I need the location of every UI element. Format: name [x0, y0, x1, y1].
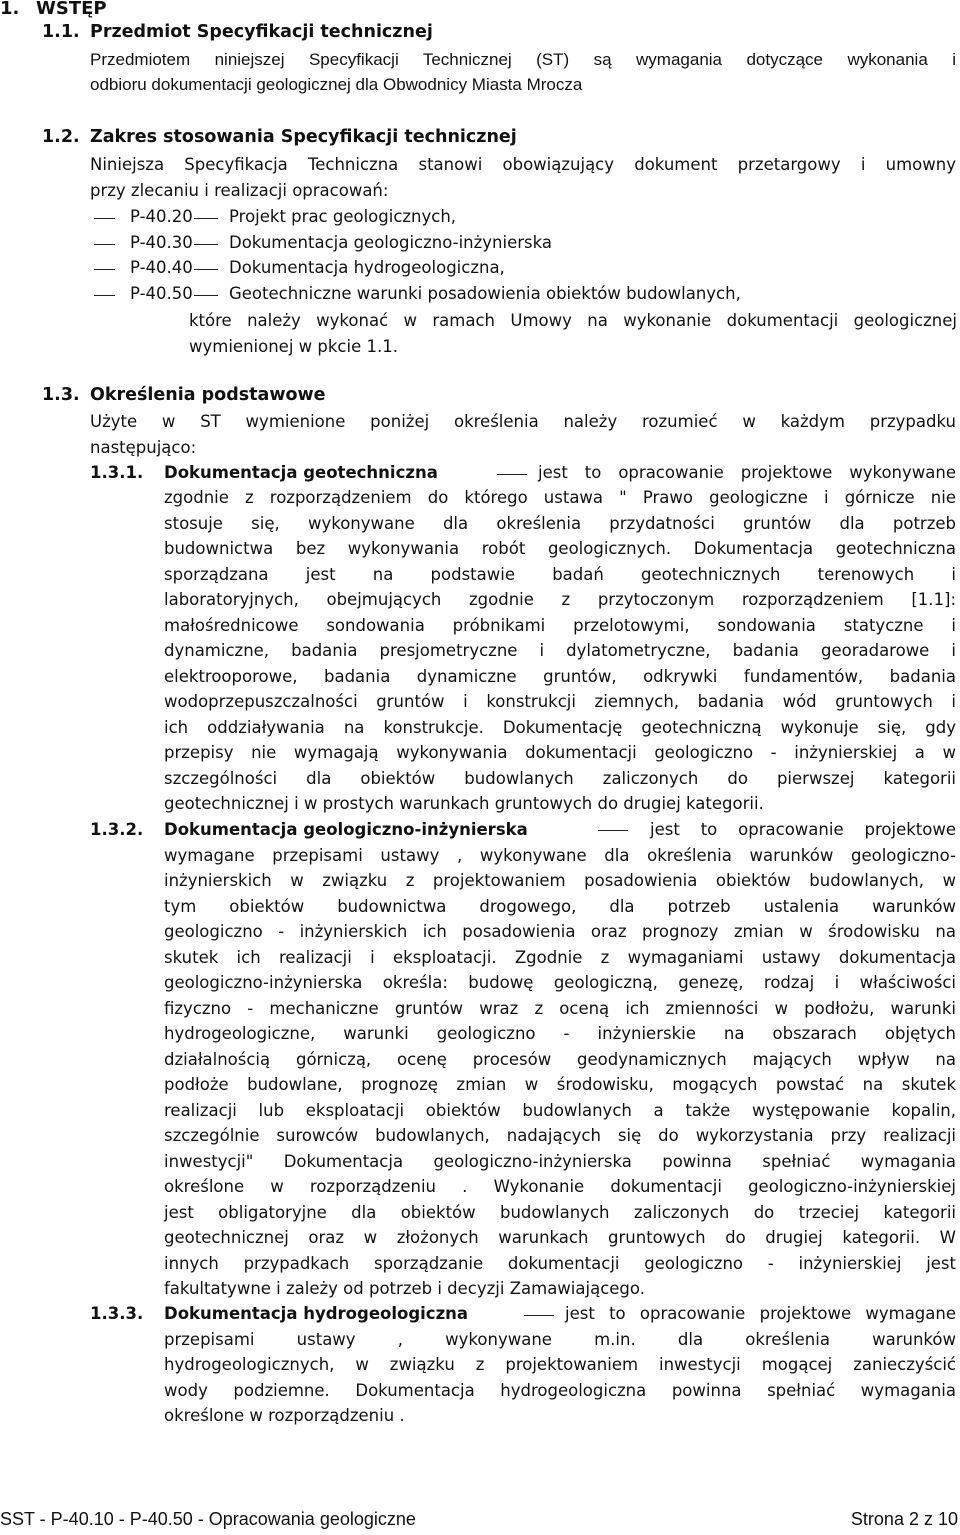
section-number: 1.2.	[42, 127, 80, 147]
definition-line: stosuje się, wykonywane dla określenia przydatności gruntów dla potrzeb	[164, 514, 956, 533]
definition-line: określone w rozporządzeniu .	[164, 1406, 405, 1425]
paragraph-line: wymienionej w pkcie 1.1.	[189, 337, 398, 356]
definition-line: przepisy nie wymagają wykonywania dokumentacji geologiczno - inżynierskiej a w	[164, 743, 956, 762]
definition-line: zgodnie z rozporządzeniem do którego ustawa " Prawo geologiczne i górnicze nie	[164, 488, 956, 507]
definition-line: działalnością górniczą, ocenę procesów geodynamicznych mających wpływ na	[164, 1050, 956, 1069]
definition-line: szczególności dla obiektów budowlanych zaliczonych do pierwszej kategorii	[164, 769, 956, 788]
definition-line: hydrogeologiczne, warunki geologiczno - inżynierskie na obszarach objętych	[164, 1024, 956, 1043]
chapter-number: 1.	[0, 0, 20, 19]
subsection-number: 1.3.2.	[90, 820, 144, 839]
footer-page-number: Strona 2 z 10	[850, 1509, 958, 1529]
paragraph-line: które należy wykonać w ramach Umowy na wykonanie dokumentacji geologicznej	[189, 311, 957, 330]
definition-line: inżynierskich w związku z projektowaniem posadowienia obiektów budowlanych, w	[164, 871, 956, 890]
list-item-text: Projekt prac geologicznych,	[229, 207, 457, 226]
list-item-text: Dokumentacja geologiczno-inżynierska	[229, 233, 552, 252]
subsection-number: 1.3.3.	[90, 1304, 144, 1323]
term: Dokumentacja hydrogeologiczna	[164, 1304, 469, 1323]
list-dash	[94, 269, 115, 270]
definition-line: wymagane przepisami ustawy , wykonywane dla określenia warunków geologiczno-	[164, 846, 956, 865]
term-dash	[497, 474, 527, 475]
list-item-code: P-40.40	[130, 258, 193, 277]
section-title: Przedmiot Specyfikacji technicznej	[90, 22, 433, 42]
definition-line: przepisami ustawy , wykonywane m.in. dla określenia warunków	[164, 1330, 956, 1349]
definition-line: realizacji lub eksploatacji obiektów budowlanych a także występowanie kopalin,	[164, 1101, 956, 1120]
list-dash	[94, 218, 115, 219]
definition-line: dynamiczne, badania presjometryczne i dylatometryczne, badania georadarowe i	[164, 641, 956, 660]
definition-line: ich oddziaływania na konstrukcje. Dokumentację geotechniczną wykonuje się, gdy	[164, 718, 956, 737]
definition-line: geologiczno-inżynierska określa: budowę geologiczną, genezę, rodzaj i właściwości	[164, 973, 956, 992]
definition-first-line: jest to opracowanie projektowe wymagane	[565, 1304, 956, 1323]
chapter-title: WSTĘP	[36, 0, 107, 19]
list-item-code: P-40.50	[130, 284, 193, 303]
definition-line: sporządzana jest na podstawie badań geotechnicznych terenowych i	[164, 565, 956, 584]
section-title: Określenia podstawowe	[90, 385, 326, 405]
definition-line: skutek ich realizacji i eksploatacji. Zgodnie z wymaganiami ustawy dokumentacja	[164, 948, 956, 967]
list-dash	[194, 244, 218, 245]
definition-first-line: jest to opracowanie projektowe	[650, 820, 956, 839]
definition-first-line: jest to opracowanie projektowe wykonywane	[538, 463, 956, 482]
section-number: 1.3.	[42, 385, 80, 405]
definition-line: geologiczno - inżynierskich ich posadowienia oraz prognozy zmian w środowisku na	[164, 922, 956, 941]
list-item-code: P-40.20	[130, 207, 193, 226]
definition-line: innych przypadkach sporządzanie dokumentacji geologiczno - inżynierskiej jest	[164, 1254, 956, 1273]
list-dash	[94, 244, 115, 245]
definition-line: określone w rozporządzeniu . Wykonanie dokumentacji geologiczno-inżynierskiej	[164, 1177, 956, 1196]
paragraph-line: odbioru dokumentacji geologicznej dla Obwodnicy Miasta Mrocza	[90, 75, 583, 94]
paragraph-line: przy zlecaniu i realizacji opracowań:	[90, 181, 389, 200]
definition-line: fizyczno - mechaniczne gruntów wraz z oceną ich zmienności w podłożu, warunki	[164, 999, 956, 1018]
paragraph-line: następująco:	[90, 438, 197, 457]
definition-line: jest obligatoryjne dla obiektów budowlanych zaliczonych do trzeciej kategorii	[164, 1203, 956, 1222]
definition-line: wodoprzepuszczalności gruntów i konstrukcji ziemnych, badania wód gruntowych i	[164, 692, 956, 711]
paragraph-line: Przedmiotem niniejszej Specyfikacji Technicznej (ST) są wymagania dotyczące wykonania i	[90, 50, 956, 69]
list-dash	[194, 269, 218, 270]
list-dash	[94, 295, 115, 296]
definition-line: elektrooporowe, badania dynamiczne gruntów, odkrywki fundamentów, badania	[164, 667, 956, 686]
term-dash	[524, 1315, 554, 1316]
term: Dokumentacja geotechniczna	[164, 463, 438, 482]
definition-line: inwestycji" Dokumentacja geologiczno-inżynierska powinna spełniać wymagania	[164, 1152, 956, 1171]
list-item-text: Dokumentacja hydrogeologiczna,	[229, 258, 505, 277]
subsection-number: 1.3.1.	[90, 463, 144, 482]
paragraph-line: Niniejsza Specyfikacja Techniczna stanowi obowiązujący dokument przetargowy i umowny	[90, 155, 956, 174]
definition-line: małośrednicowe sondowania próbnikami przelotowymi, sondowania statyczne i	[164, 616, 956, 635]
list-dash	[194, 295, 218, 296]
definition-line: szczególnie surowców budowlanych, nadających się do wykorzystania przy realizacji	[164, 1126, 956, 1145]
definition-line: laboratoryjnych, obejmujących zgodnie z przytoczonym rozporządzeniem [1.1]:	[164, 590, 956, 609]
term: Dokumentacja geologiczno-inżynierska	[164, 820, 528, 839]
paragraph-line: Użyte w ST wymienione poniżej określenia należy rozumieć w każdym przypadku	[90, 412, 956, 431]
term-dash	[598, 830, 628, 831]
list-item-code: P-40.30	[130, 233, 193, 252]
footer-document-title: SST - P-40.10 - P-40.50 - Opracowania geologiczne	[0, 1509, 416, 1529]
definition-line: geotechnicznej i w prostych warunkach gruntowych do drugiej kategorii.	[164, 794, 764, 813]
list-dash	[194, 218, 218, 219]
section-title: Zakres stosowania Specyfikacji technicznej	[90, 127, 517, 147]
definition-line: wody podziemne. Dokumentacja hydrogeologiczna powinna spełniać wymagania	[164, 1381, 956, 1400]
definition-line: geotechnicznej oraz w złożonych warunkach gruntowych do drugiej kategorii. W	[164, 1228, 956, 1247]
definition-line: fakultatywne i zależy od potrzeb i decyzji Zamawiającego.	[164, 1279, 645, 1298]
definition-line: tym obiektów budownictwa drogowego, dla potrzeb ustalenia warunków	[164, 897, 956, 916]
definition-line: hydrogeologicznych, w związku z projektowaniem inwestycji mogącej zanieczyścić	[164, 1355, 956, 1374]
definition-line: podłoże budowlane, prognozę zmian w środowisku, mogących powstać na skutek	[164, 1075, 956, 1094]
definition-line: budownictwa bez wykonywania robót geologicznych. Dokumentacja geotechniczna	[164, 539, 956, 558]
list-item-text: Geotechniczne warunki posadowienia obiektów budowlanych,	[229, 284, 741, 303]
section-number: 1.1.	[42, 22, 80, 42]
